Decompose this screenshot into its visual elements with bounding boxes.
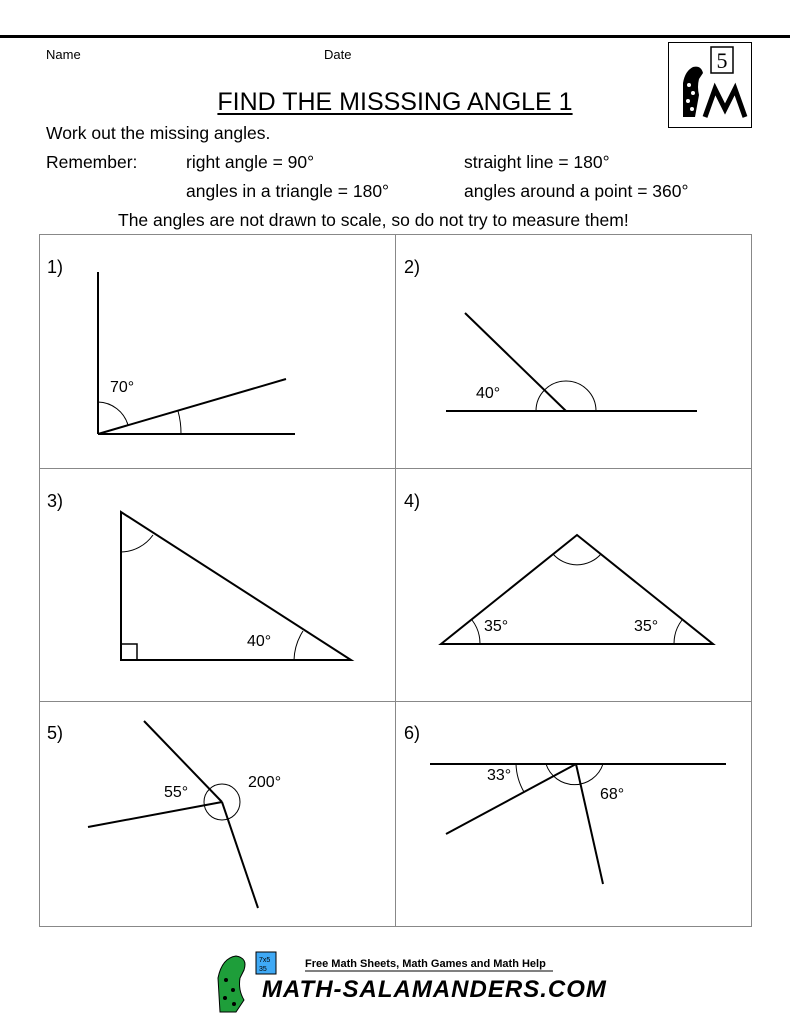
name-label: Name [46, 47, 81, 62]
problem-6-figure [430, 764, 726, 884]
svg-text:7x5: 7x5 [259, 957, 271, 964]
grade-number: 5 [716, 48, 728, 73]
problem-1-label: 1) [47, 257, 64, 277]
p6-angle-33-label: 33° [487, 767, 512, 784]
p5-angle-55-label: 55° [164, 784, 189, 801]
date-label: Date [324, 47, 352, 62]
p5-angle-200-label: 200° [248, 774, 282, 791]
problem-6-label: 6) [404, 723, 421, 743]
p6-angle-68-label: 68° [600, 786, 625, 803]
problem-3-label: 3) [47, 491, 64, 511]
p3-angle-label: 40° [247, 633, 272, 650]
fact-right-angle: right angle = 90° [186, 152, 315, 172]
scale-note: The angles are not drawn to scale, so do not try to measure them! [118, 210, 629, 230]
problem-3-figure [121, 512, 351, 660]
grid-lines [39, 234, 752, 927]
p2-angle-label: 40° [476, 385, 501, 402]
page-title: FIND THE MISSSING ANGLE 1 [217, 88, 573, 116]
problem-5-figure [88, 721, 258, 908]
intro-text: Work out the missing angles. [46, 123, 271, 143]
footer-site-link[interactable]: MATH-SALAMANDERS.COM [262, 976, 607, 1003]
problem-4-figure [441, 535, 713, 644]
fact-around-point: angles around a point = 360° [464, 181, 689, 201]
problem-4-label: 4) [404, 491, 421, 511]
svg-text:35: 35 [259, 966, 267, 973]
p4-angle-right-label: 35° [634, 618, 659, 635]
footer-tagline: Free Math Sheets, Math Games and Math Help [305, 958, 546, 970]
p4-angle-left-label: 35° [484, 618, 509, 635]
p1-angle-label: 70° [110, 379, 135, 396]
problem-2-label: 2) [404, 257, 421, 277]
problem-1-figure [98, 272, 295, 434]
fact-straight-line: straight line = 180° [464, 152, 610, 172]
fact-triangle: angles in a triangle = 180° [186, 181, 390, 201]
problem-5-label: 5) [47, 723, 64, 743]
remember-label: Remember: [46, 152, 138, 172]
